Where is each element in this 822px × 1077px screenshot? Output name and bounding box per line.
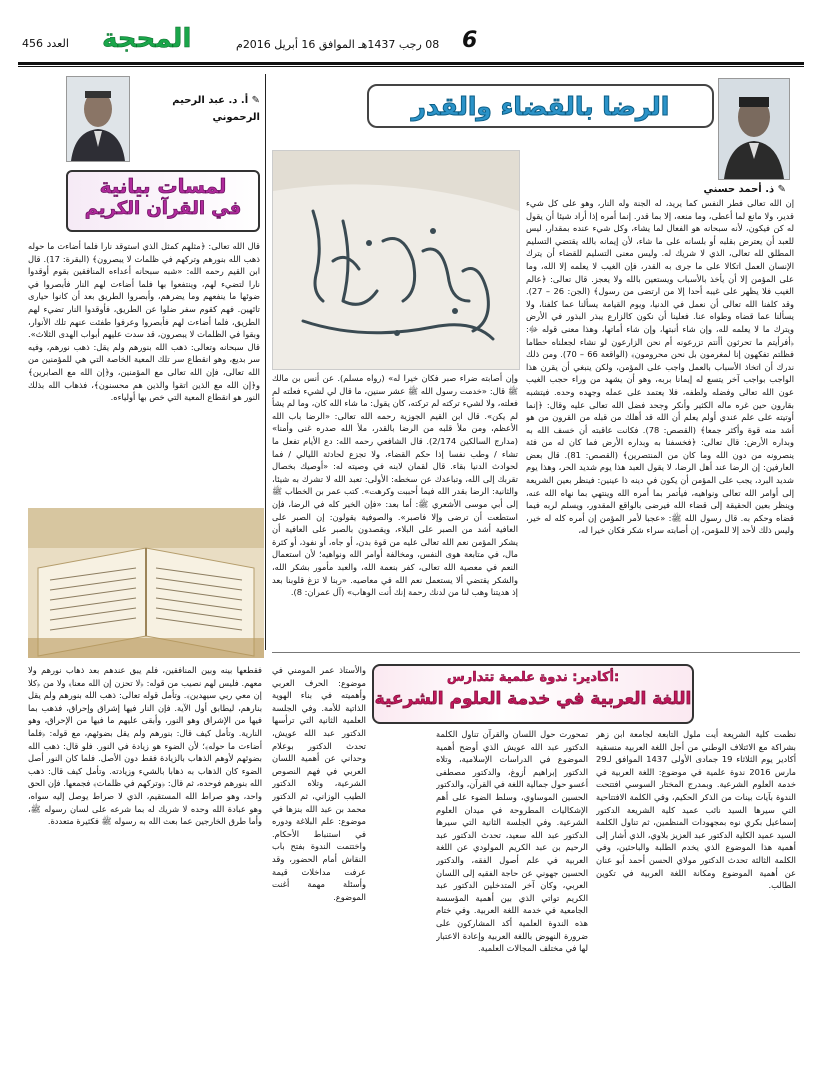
column-divider <box>265 74 266 650</box>
magazine-name: المحجة <box>102 24 192 54</box>
article-rida-column-left: وإن أصابته ضراء صبر فكان خيرا له» (رواه مسلم). عن أنس بن مالك ﷺ قال: «خدمت رسول الله ﷺ عشر سنين، ما قال لي لشيء فعلته لم فعلته، ولا لشيء تركته لم تركته، كان يقول: ما شاء الله كان، وما لم يشأ لم يكن». قال ابن القيم الجوزية رحمه الله تعالى: «الرضا باب الله الأعظم، ومن ملأ قلبه من الرضا بالقدر، ملأ الله صدره غنى وأمنا» (مدارج السالكين 2/174). قال الشافعي رحمه الله: دع الأيام تفعل ما تشاء / وطب نفسا إذا حكم القضاء، ولا تجزع لحادثة الليالي / فما لحوادث الدنيا بقاء. قال لقمان لابنه في وصيته له: «أوصيك بخصال تقربك إلى الله، وتباعدك عن سخطه: الأولى: تعبد الله لا تشرك به شيئا، والثانية: الرضا بقدر الله فيما أحببت وكرهت». كتب عمر بن الخطاب ﷺ إلى أبي موسى الأشعري ﷺ: أما بعد: «فإن الخير كله في الرضا، فإن استطعت أن ترضى وإلا فاصبر». والصوفية يقولون: إن الصبر على العافية أشد من الصبر على البلاء، ويقصدون بالصبر على العافية أن يشكر المؤمن نعم الله تعالى عليه من قوة بدن، أو جاه، أو نفوذ، أو كثرة مال، في متابعة هوى النفس، ومخالفة أوامر الله ونواهيه؛ لأن استعمال النعم في معصية الله تعالى، كفر بنعمة الله، والعبد مأمور بشكر الله، والشكر يقتضي ألا يستعمل نعم الله في معاصيه. «ربنا لا تزغ قلوبنا بعد إذ هديتنا وهب لنا من لدنك رحمة إنك أنت الوهاب» (آل عمران: 8). <box>272 373 518 598</box>
page-number: 6 <box>462 28 478 53</box>
agadir-column-right: نظمت كلية الشريعة أيت ملول التابعة لجامعة ابن زهر بشراكة مع الائتلاف الوطني من أجل اللغة العربية منسقية أكادير يوم الثلاثاء 19 جمادى الأولى 1437 الموافق لـ29 مارس 2016 ندوة علمية في موضوع: اللغة العربية في خدمة العلوم الشرعية. وبمدرج المختار السوسي افتتحت الندوة بآيات بينات من الذكر الحكيم، وفي الكلمة الافتتاحية التي سيرها السيد نائب عميد كلية الشريعة الدكتور إسماعيل بكري نوه بمجهودات المنظمين، ثم تناول الكلمة السيد عميد الكلية الدكتور عبد العزيز بلاوي، الذي أشار إلى أهمية هذا الموضوع الذي يخدم الطلبة والباحثين، وفي الكلمة الثالثة تحدث الدكتور مولاي الحسن أحمد أبو عنان عن أهمية الموضوع ومكانة اللغة العربية في تكوين الطالب. <box>596 729 796 891</box>
author-photo-ahmed-husni <box>718 78 790 180</box>
agadir-title-box <box>372 664 694 724</box>
pen-icon: ✎ <box>774 184 786 195</box>
article-rida-column-right: إن الله تعالى فطر النفس كما يريد، له الجنة وله النار، وهو على كل شيء قدير، ولا مانع لما أعطى، وما منعه، إلا بما قدر. إنما أمره إذا أراد شيئا أن يقول له كن فيكون، لأنه سبحانه هو الفعال لما يشاء، وكل شيء عنده بمقدار، ليس للعبد أن يعترض بقلبه أو بلسانه على ما شاء، لأن إيمانه بالله يقتضي التسليم المطلق لله تعالى، الذي لا شريك له. وليس معنى التسليم للقضاء أن يترك الإنسان العمل اتكالا على ما جرى به القدر، فإن الغيب لا يعلمه إلا الله، وما على المؤمن إلا أن يأخذ بالأسباب ويستعين بالله ولا يعجز. قال تعالى: ﴿عالم الغيب فلا يظهر على غيبه أحدا إلا من ارتضى من رسول﴾ (الجن: 26 – 27). وقد كلفنا الله تعالى أن نعمل في الدنيا، ويوم القيامة يسألنا عما كلفنا، ولا يسألنا عما قضاه وطواه عنا. فعلينا أن نكون كالزارع يبذر البذور في الأرض ويترك ما لا يعلمه لله، وإن شاء أنبتها، وإن شاء أماتها، وهذا معنى قوله ﷻ: ﴿أفرأيتم ما تحرثون أأنتم تزرعونه أم نحن الزارعون لو نشاء لجعلناه حطاما فظلتم تفكهون إنا لمغرمون بل نحن محرومون﴾ (الواقعة 66 – 70). ومن ذلك ندرك أن اتخاذ الأسباب بالعمل واجب على المؤمن، ولكن ينبغي أن يقرن هذا الواجب بواجب آخر يتسع له إيمانا بربه، وهو أن يشهد من وراء حجب الغيب عون الله تعالى وفضله ولطفه، فلا يعتمد على عمله وجهده وحده. فيتشبه بقارون حين غره ماله الكثير وأنكر وجحد فضل الله تعالى عليه وقال: ﴿إنما أوتيته على علم عندي أولم يعلم أن الله قد أهلك من قبله من القرون من هو أشد منه قوة وأكثر جمعا﴾ (القصص: 78). فكانت عاقبته أن خسف الله به وبداره الأرض: قال تعالى: ﴿فخسفنا به وبداره الأرض فما كان له من فئة ينصرونه من دون الله وما كان من المنتصرين﴾ (القصص: 81). قال بعض العارفين: إن الرضا عند أهل الرضا، لا يقول العبد هذا يوم شديد الحر، وهذا يوم شديد البرد، يجب على المؤمن أن يكون في دينه ذا عينين: فينظر بعين الشريعة إلى أوامر الله تعالى ونواهيه، فيأتمر بما أمره الله وينتهي بما نهاه الله عنه، وينظر بعين الحقيقة إلى قضاء الله فيرضى بالواقع المقدور، ويسلم لربه فيما قضاه وحكم به. قال رسول الله ﷺ: «عجبا لأمر المؤمن إن أمره كله له خير، وليس ذلك لأحد إلا للمؤمن، إن أصابته سراء شكر فكان خيرا له، <box>526 198 794 536</box>
agadir-column-left: والأستاذ عمر المومني في موضوع: الحرف العربي وأهميته في بناء الهوية الذاتية للأمة. وفي الجلسة العلمية الثانية التي ترأسها الدكتور عبد الله عويش، تحدث الدكتور بوعلام وحداني عن أهمية اللسان العربي في فهم النصوص الشرعية، وتلاه الدكتور الطيب الوزاني، ثم الدكتور محمد بن عبد الله بنزها في موضوع: علم البلاغة ودوره في استنباط الأحكام. واختتمت الندوة بفتح باب النقاش أمام الحضور، وقد عرفت مداخلات قيمة وأسئلة مهمة أغنت الموضوع. <box>272 665 366 902</box>
author-name-rahmouni: ✎ أ. د. عبد الرحيم الرحموني <box>172 95 260 123</box>
agadir-title-line1: أكادير: ندوة علمية تتدارس: <box>446 670 620 685</box>
article-title-rida: الرضا بالقضاء والقدر <box>411 91 670 121</box>
agadir-title-line2: اللغة العربية في خدمة العلوم الشرعية <box>374 689 692 709</box>
issue-number: العدد 456 <box>22 37 69 50</box>
pen-icon: ✎ <box>248 95 260 106</box>
quran-image <box>28 508 264 658</box>
bayan-title-line1: لمسات بيانية <box>99 174 227 198</box>
article-bayan-column-bottom: فقطعها بينه وبين المنافقين، فلم يبق عندهم بعد ذهاب نورهم ولا معهم. فليس لهم نصيب من قوله: ﴿لا تحزن إن الله معنا﴾ ولا من ﴿كلا إن معي ربي سيهدين﴾. وتأمل قوله تعالى: ذهب الله بنورهم ولم يقل بنارهم، ليطابق أول الآية. فإن النار فيها إشراق وإحراق، فذهب بما فيها من الإشراق وهو النور، وأبقى عليهم ما فيها من الإحراق، وهو النارية. وتأمل كيف قال: بنورهم ولم يقل بضوئهم، مع قوله: ﴿فلما أضاءت ما حوله﴾؛ لأن الضوء هو زيادة في النور. فلو قال: ذهب الله بضوئهم لأوهم الذهاب بالزيادة فقط دون الأصل. فلما كان النور أصل الضوء كان الذهاب به ذهابا بالشيء وزيادته. وتأمل كيف قال: ذهب الله بنورهم فوحده، ثم قال: ﴿وتركهم في ظلمات﴾ فجمعها. فإن الحق واحد، وهو صراط الله المستقيم، الذي لا صراط يوصل إليه سواه، وهو عبادة الله وحده لا شريك له بما شرعه على لسان رسوله ﷺ، وأما طرق الخارجين عما بعث الله به رسوله ﷺ فكثيرة متعددة. <box>28 665 262 827</box>
masthead <box>22 26 222 60</box>
bayan-title-line2: في القرآن الكريم <box>84 198 242 219</box>
article-title-frame-rida <box>367 84 714 128</box>
article-bayan-column-top: قال الله تعالى: ﴿مثلهم كمثل الذي استوقد نارا فلما أضاءت ما حوله ذهب الله بنورهم وتركهم في ظلمات لا يبصرون﴾ (البقرة: 17). قال ابن القيم رحمه الله: «شبه سبحانه أعداءه المنافقين بقوم أوقدوا نارا لتضيء لهم، وينتفعوا بها فلما أضاءت لهم النار فأبصروا في ضوئها ما ينفعهم وما يضرهم، وأبصروا الطريق بعد أن كانوا حيارى تائهين. فهم كقوم سفر ضلوا عن الطريق، فأوقدوا النار تضيء لهم الطريق، فلما أضاءت لهم فأبصروا وعرفوا طفئت عنهم تلك الأنوار، وبقوا في الظلمات لا يبصرون، قد سدت عليهم أبواب الهدى الثلاث». قال سبحانه وتعالى: ذهب الله بنورهم ولم يقل: ذهب نورهم، وفيه سر بديع، وهو انقطاع سر تلك المعية الخاصة التي هي للمؤمنين من الله تعالى، فإن الله تعالى مع المؤمنين، و﴿إن الله مع الصابرين﴾ و﴿إن الله مع الذين اتقوا والذين هم محسنون﴾، فذهاب الله بذلك النور هو انقطاع المعية التي خص بها أولياءه. <box>28 241 260 403</box>
header-rule-thin <box>18 66 804 67</box>
author-photo-rahmouni <box>66 76 130 162</box>
author-name-ahmed-husni: ✎ ذ. أحمد حسني <box>703 184 786 195</box>
section-rule <box>272 652 800 653</box>
issue-date: 08 رجب 1437هـ الموافق 16 أبريل 2016م <box>236 38 440 51</box>
calligraphy-image <box>272 150 520 370</box>
header-rule <box>18 62 804 65</box>
bayan-title-box <box>66 170 260 232</box>
agadir-column-mid: تمحورت حول اللسان والقرآن تناول الكلمة الدكتور عبد الله عويش الذي أوضح أهمية الموضوع في الدراسات الإسلامية، وتلاه الدكتور إبراهيم أزوغ، والدكتور مصطفى أعسو حول جمالية اللغة في القرآن، والدكتور الحسين الموساوي، وسلط الضوء على أهم الإشكاليات المطروحة في ميدان العلوم الشرعية. وفي الجلسة الثانية التي سيرها الدكتور عبد الله سعيد، تحدث الدكتور عبد الرحيم بن عبد الكريم المولودي عن اللغة العربية في علم أصول الفقه، والدكتور الحسين جهوني عن حاجة الفقيه إلى اللسان العربي، وكان آخر المتدخلين الدكتور عبد الكريم تواتي الذي بين أهمية المؤسسة الجامعية في خدمة اللغة العربية. وفي ختام هذه الندوة العلمية أكد المشاركون على ضرورة النهوض باللغة العربية وإعادة الاعتبار لها في مختلف المجالات العلمية. <box>436 729 588 954</box>
